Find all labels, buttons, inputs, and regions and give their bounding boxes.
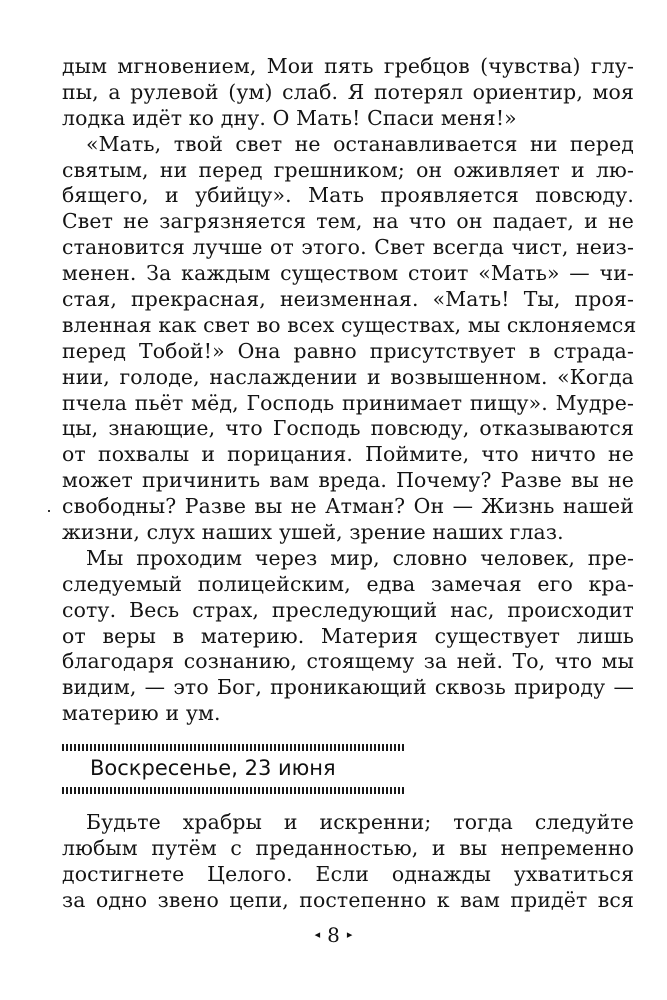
text-line: следуемый полицейским, едва замечая его кра- <box>62 571 634 596</box>
paragraph <box>62 546 634 727</box>
text-line: лодка идёт ко дну. О Мать! Спаси меня!» <box>62 105 517 130</box>
body-text-bottom <box>62 810 634 914</box>
dotted-rule-top <box>62 744 406 751</box>
text-line: бящего, и убийцу». Мать проявляется повсюду. <box>62 183 634 208</box>
text-line: видим, — это Бог, проникающий сквозь природу — <box>62 675 634 700</box>
text-line: пы, а рулевой (ум) слаб. Я потерял ориентир, моя <box>62 79 634 104</box>
text-line: пчела пьёт мёд, Господь принимает пищу». Мудре- <box>62 390 634 415</box>
text-line: свободны? Разве вы не Атман? Он — Жизнь нашей <box>62 494 634 519</box>
paragraph <box>62 54 634 132</box>
paragraph <box>62 131 637 546</box>
text-line: нии, голоде, наслаждении и возвышенном. «Когда <box>62 364 634 389</box>
stray-ink-mark <box>48 510 50 512</box>
text-line: менен. За каждым существом стоит «Мать» — чи- <box>62 261 634 286</box>
text-line: дым мгновением, Мои пять гребцов (чувства) глу- <box>62 54 634 78</box>
text-line: за одно звено цепи, постепенно к вам придёт вся <box>62 887 634 912</box>
text-line: Свет не загрязняется тем, на что он падает, и не <box>62 209 634 234</box>
text-line: становится лучше от этого. Свет всегда чист, неиз- <box>62 235 634 260</box>
text-line: соту. Весь страх, преследующий нас, происходит <box>62 597 634 622</box>
text-line: материю и ум. <box>62 701 221 726</box>
text-line: Будьте храбры и искренни; тогда следуйте <box>86 810 634 834</box>
text-line: святым, ни перед грешником; он оживляет и лю- <box>62 157 634 182</box>
paragraph <box>62 810 634 914</box>
page-number: 8 <box>327 923 340 947</box>
section-header <box>62 744 406 794</box>
text-line: Мы проходим через мир, словно человек, пре- <box>86 545 634 570</box>
text-line: от похвалы и порицания. Поймите, что ничто не <box>62 442 634 467</box>
prev-arrow-icon: ◂ <box>314 928 321 941</box>
text-line: достигнете Целого. Если однажды ухватиться <box>62 861 634 886</box>
text-line: цы, знающие, что Господь повсюду, отказываются <box>62 416 634 441</box>
section-title: Воскресенье, 23 июня <box>90 756 336 780</box>
text-line: перед Тобой!» Она равно присутствует в страда- <box>62 338 634 363</box>
text-line: вленная как свет во всех существах, мы склоняемся <box>62 312 637 337</box>
next-arrow-icon: ▸ <box>346 928 353 941</box>
text-line: «Мать, твой свет не останавливается ни перед <box>86 131 634 156</box>
text-line: жизни, слух наших ушей, зрение наших глаз. <box>62 520 564 545</box>
text-line: может причинить вам вреда. Почему? Разве вы не <box>62 468 634 493</box>
body-text-top <box>62 54 637 727</box>
text-line: благодаря сознанию, стоящему за ней. То, что мы <box>62 649 634 674</box>
page-footer <box>0 920 667 950</box>
text-line: от веры в материю. Материя существует лишь <box>62 623 634 648</box>
text-line: любым путём с преданностью, и вы непременно <box>62 835 634 860</box>
text-line: стая, прекрасная, неизменная. «Мать! Ты, проя- <box>62 287 634 312</box>
dotted-rule-bottom <box>62 787 406 794</box>
